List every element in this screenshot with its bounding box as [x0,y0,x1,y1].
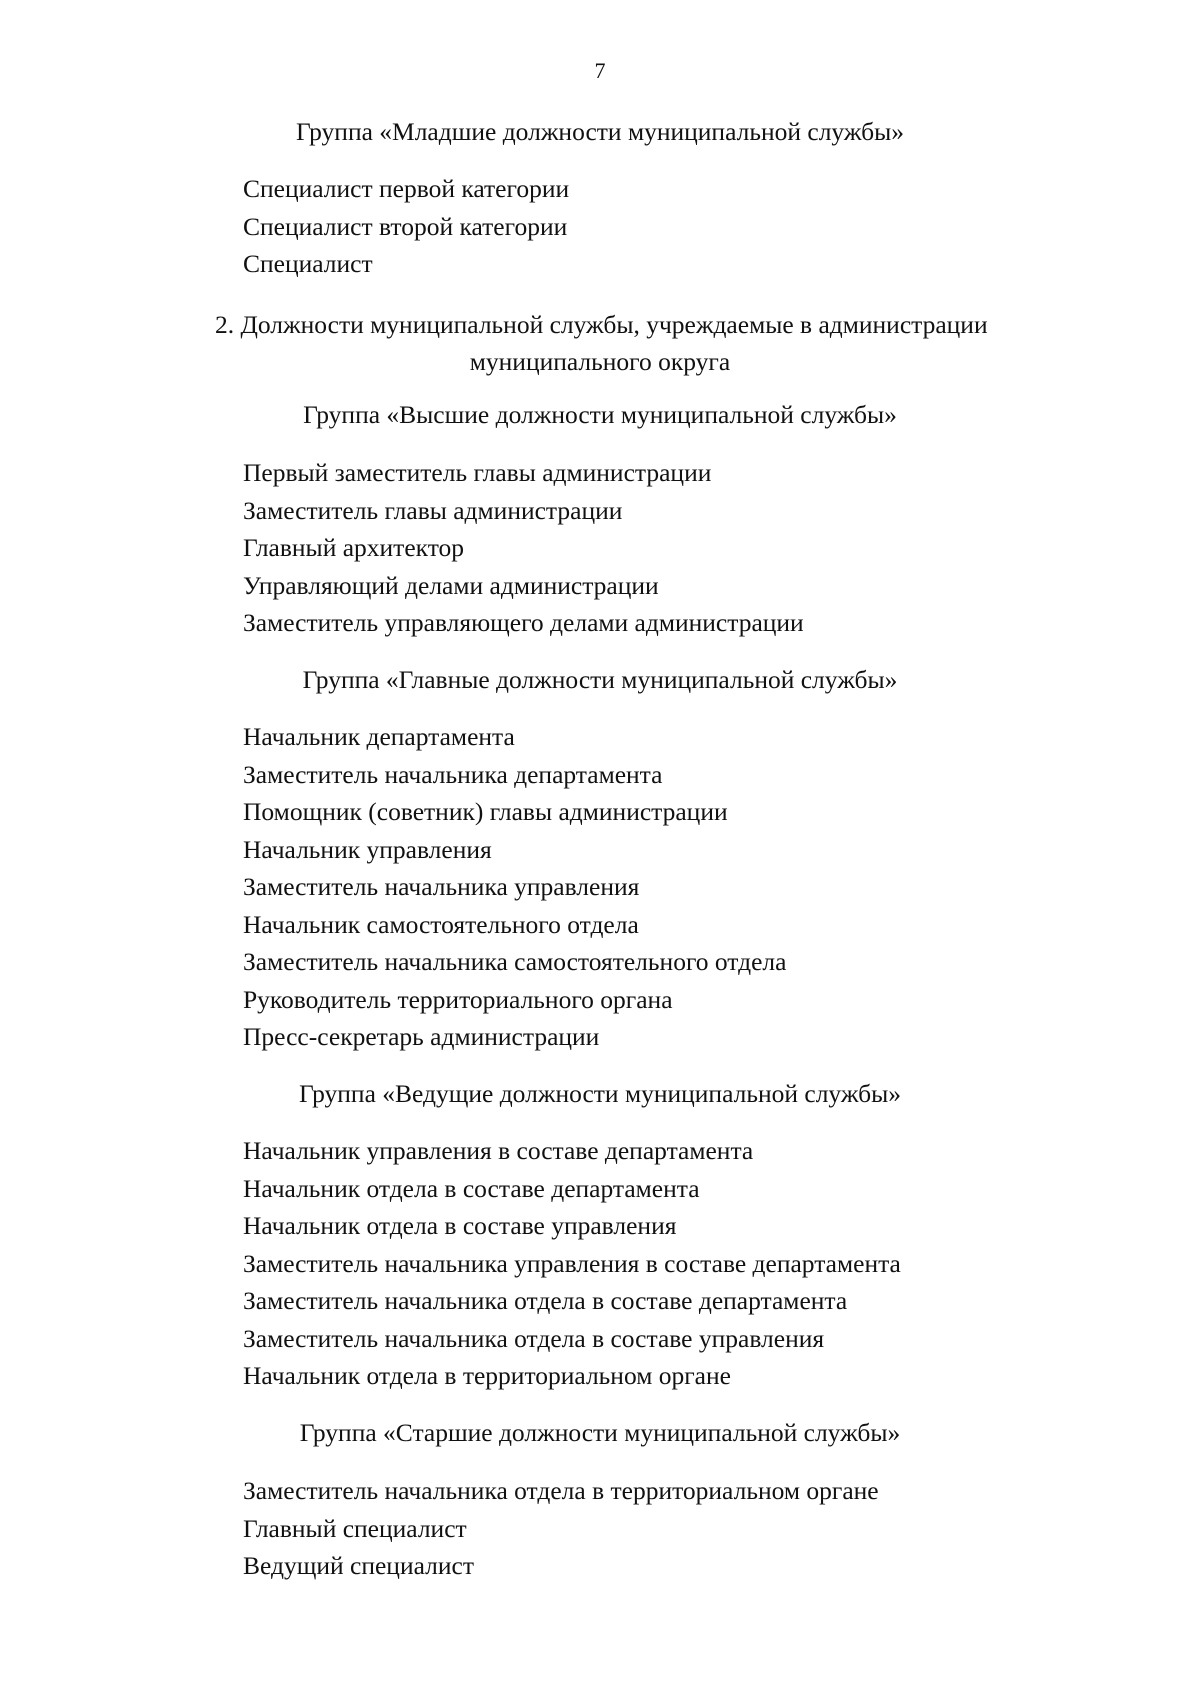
list-item: Начальник отдела в составе департамента [243,1173,700,1203]
section-title-line1: Должности муниципальной службы, учреждаемые в администрации [240,310,988,339]
position-list-senior [243,1472,879,1585]
group-title-senior: Группа «Старшие должности муниципальной службы» [299,1418,901,1447]
list-item: Специалист первой категории [243,174,570,203]
list-item: Специалист второй категории [243,211,568,241]
group-title-junior: Группа «Младшие должности муниципальной службы» [296,117,904,146]
list-item: Заместитель начальника отдела в составе департамента [243,1286,848,1315]
position-list-chief [243,718,786,1056]
position-list-junior [243,170,569,283]
list-item: Первый заместитель главы администрации [243,458,712,487]
list-item: Заместитель начальника управления [243,872,640,901]
list-item: Заместитель главы администрации [243,495,623,525]
list-item: Заместитель начальника управления в составе департамента [243,1248,901,1278]
position-list-leading [243,1132,901,1395]
list-item: Специалист [243,249,373,278]
list-item: Заместитель начальника департамента [243,759,663,789]
list-item: Ведущий специалист [243,1551,474,1580]
section-number: 2. [215,310,235,339]
list-item: Руководитель территориального органа [243,984,673,1014]
list-item: Главный архитектор [243,533,464,562]
section-title-line2: муниципального округа [469,347,731,376]
list-item: Заместитель начальника самостоятельного отдела [243,947,787,976]
list-item: Заместитель начальника отдела в составе управления [243,1323,825,1353]
list-item: Управляющий делами администрации [243,570,659,600]
group-title-highest: Группа «Высшие должности муниципальной службы» [303,400,897,429]
list-item: Начальник управления в составе департамента [243,1136,754,1165]
group-title-chief: Группа «Главные должности муниципальной службы» [302,665,898,694]
page-number: 7 [594,58,606,83]
list-item: Заместитель начальника отдела в территориальном органе [243,1476,879,1505]
list-item: Начальник отдела в территориальном органе [243,1361,731,1390]
list-item: Начальник самостоятельного отдела [243,909,639,939]
section-heading-line1 [215,306,988,343]
list-item: Заместитель управляющего делами администрации [243,608,804,637]
list-item: Пресс-секретарь администрации [243,1022,600,1051]
list-item: Начальник отдела в составе управления [243,1211,677,1240]
list-item: Начальник управления [243,834,492,864]
group-title-leading: Группа «Ведущие должности муниципальной службы» [298,1079,901,1108]
list-item: Начальник департамента [243,722,515,751]
list-item: Помощник (советник) главы администрации [243,797,728,826]
list-item: Главный специалист [243,1513,467,1543]
position-list-highest [243,454,804,642]
